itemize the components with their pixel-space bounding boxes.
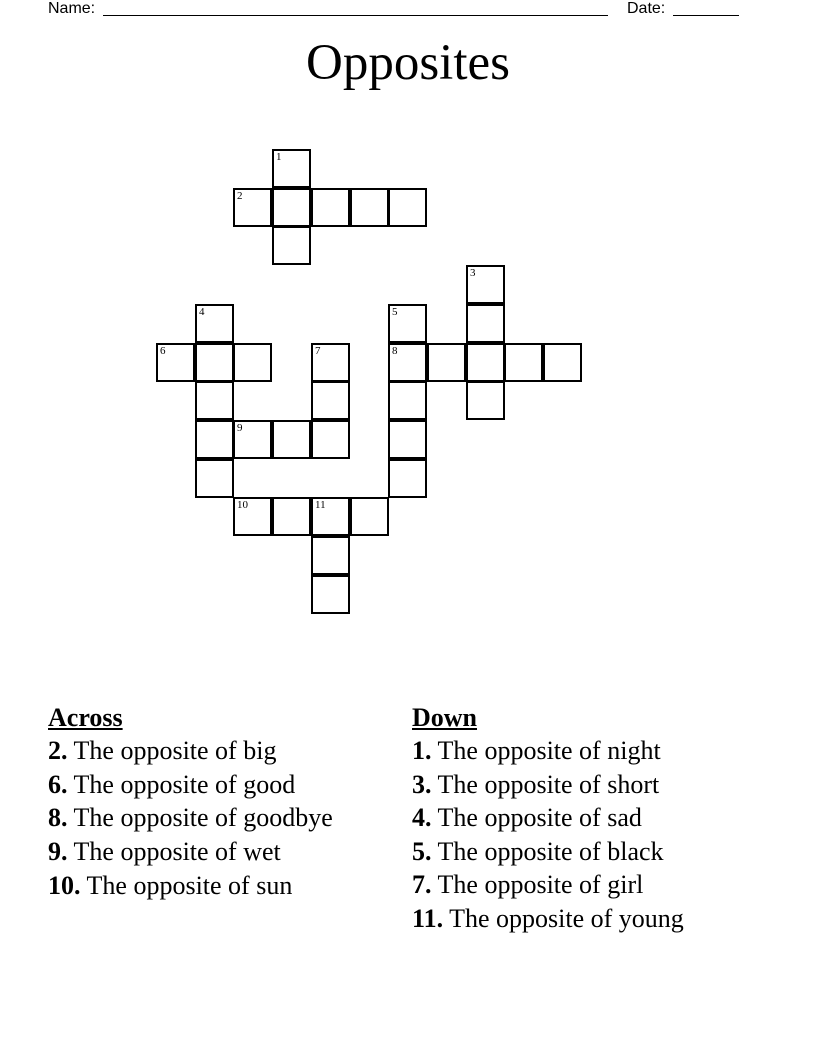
across-clue-9: 9. The opposite of wet: [48, 837, 281, 866]
grid-cell-3[interactable]: [466, 265, 505, 304]
grid-cell-10[interactable]: [233, 497, 272, 536]
grid-cell-6[interactable]: [156, 343, 195, 382]
grid-cell[interactable]: [195, 420, 234, 459]
grid-cell[interactable]: [311, 536, 350, 575]
across-clue-6: 6. The opposite of good: [48, 769, 296, 799]
grid-cell[interactable]: [350, 497, 389, 536]
clue-number: 11: [315, 499, 326, 511]
grid-cell-5[interactable]: [388, 304, 427, 343]
grid-cell-2[interactable]: [233, 188, 272, 227]
down-clue-7: 7. The opposite of girl: [412, 870, 644, 899]
grid-cell[interactable]: [311, 188, 350, 227]
grid-cell[interactable]: [466, 343, 505, 382]
grid-cell[interactable]: [388, 420, 427, 459]
clue-number: 4: [199, 306, 205, 318]
grid-cell[interactable]: [466, 381, 505, 420]
grid-cell[interactable]: [195, 343, 234, 382]
grid-cell-11[interactable]: [311, 497, 350, 536]
clue-number: 1: [276, 151, 282, 163]
grid-cell[interactable]: [195, 381, 234, 420]
grid-cell[interactable]: [388, 459, 427, 498]
clue-number: 8: [392, 345, 398, 357]
clue-number: 6: [160, 345, 166, 357]
down-clues: [412, 701, 772, 935]
grid-cell[interactable]: [311, 575, 350, 614]
clue-number: 3: [470, 267, 476, 279]
clue-number: 10: [237, 499, 248, 511]
grid-cell[interactable]: [272, 497, 311, 536]
down-clue-5: 5. The opposite of black: [412, 836, 664, 866]
grid-cell[interactable]: [311, 381, 350, 420]
across-heading: Across: [48, 703, 123, 732]
clue-number: 5: [392, 306, 398, 318]
grid-cell[interactable]: [195, 459, 234, 498]
down-clue-1: 1. The opposite of night: [412, 736, 661, 765]
grid-cell-9[interactable]: [233, 420, 272, 459]
clue-number: 9: [237, 422, 243, 434]
grid-cell[interactable]: [272, 188, 311, 227]
grid-cell[interactable]: [388, 381, 427, 420]
grid-cell[interactable]: [272, 420, 311, 459]
date-label: Date:: [627, 0, 666, 17]
grid-cell-1[interactable]: [272, 149, 311, 188]
grid-cell[interactable]: [543, 343, 582, 382]
down-clue-3: 3. The opposite of short: [412, 769, 660, 799]
down-clue-4: 4. The opposite of sad: [412, 803, 642, 832]
grid-cell-8[interactable]: [388, 343, 427, 382]
name-label: Name:: [48, 0, 96, 17]
down-clue-11: 11. The opposite of young: [412, 903, 684, 933]
grid-cell[interactable]: [350, 188, 389, 227]
page-title: Opposites: [306, 35, 510, 91]
grid-cell[interactable]: [504, 343, 543, 382]
grid-cell[interactable]: [272, 226, 311, 265]
grid-cell[interactable]: [388, 188, 427, 227]
clue-number: 7: [315, 345, 321, 357]
clue-number: 2: [237, 190, 243, 202]
across-clue-10: 10. The opposite of sun: [48, 870, 293, 900]
grid-cell[interactable]: [311, 420, 350, 459]
down-heading: Down: [412, 703, 478, 732]
grid-cell[interactable]: [233, 343, 272, 382]
grid-cell-4[interactable]: [195, 304, 234, 343]
across-clues: [48, 701, 378, 902]
across-clue-2: 2. The opposite of big: [48, 736, 277, 765]
grid-cell-7[interactable]: [311, 343, 350, 382]
grid-cell[interactable]: [427, 343, 466, 382]
across-clue-8: 8. The opposite of goodbye: [48, 803, 333, 832]
grid-cell[interactable]: [466, 304, 505, 343]
